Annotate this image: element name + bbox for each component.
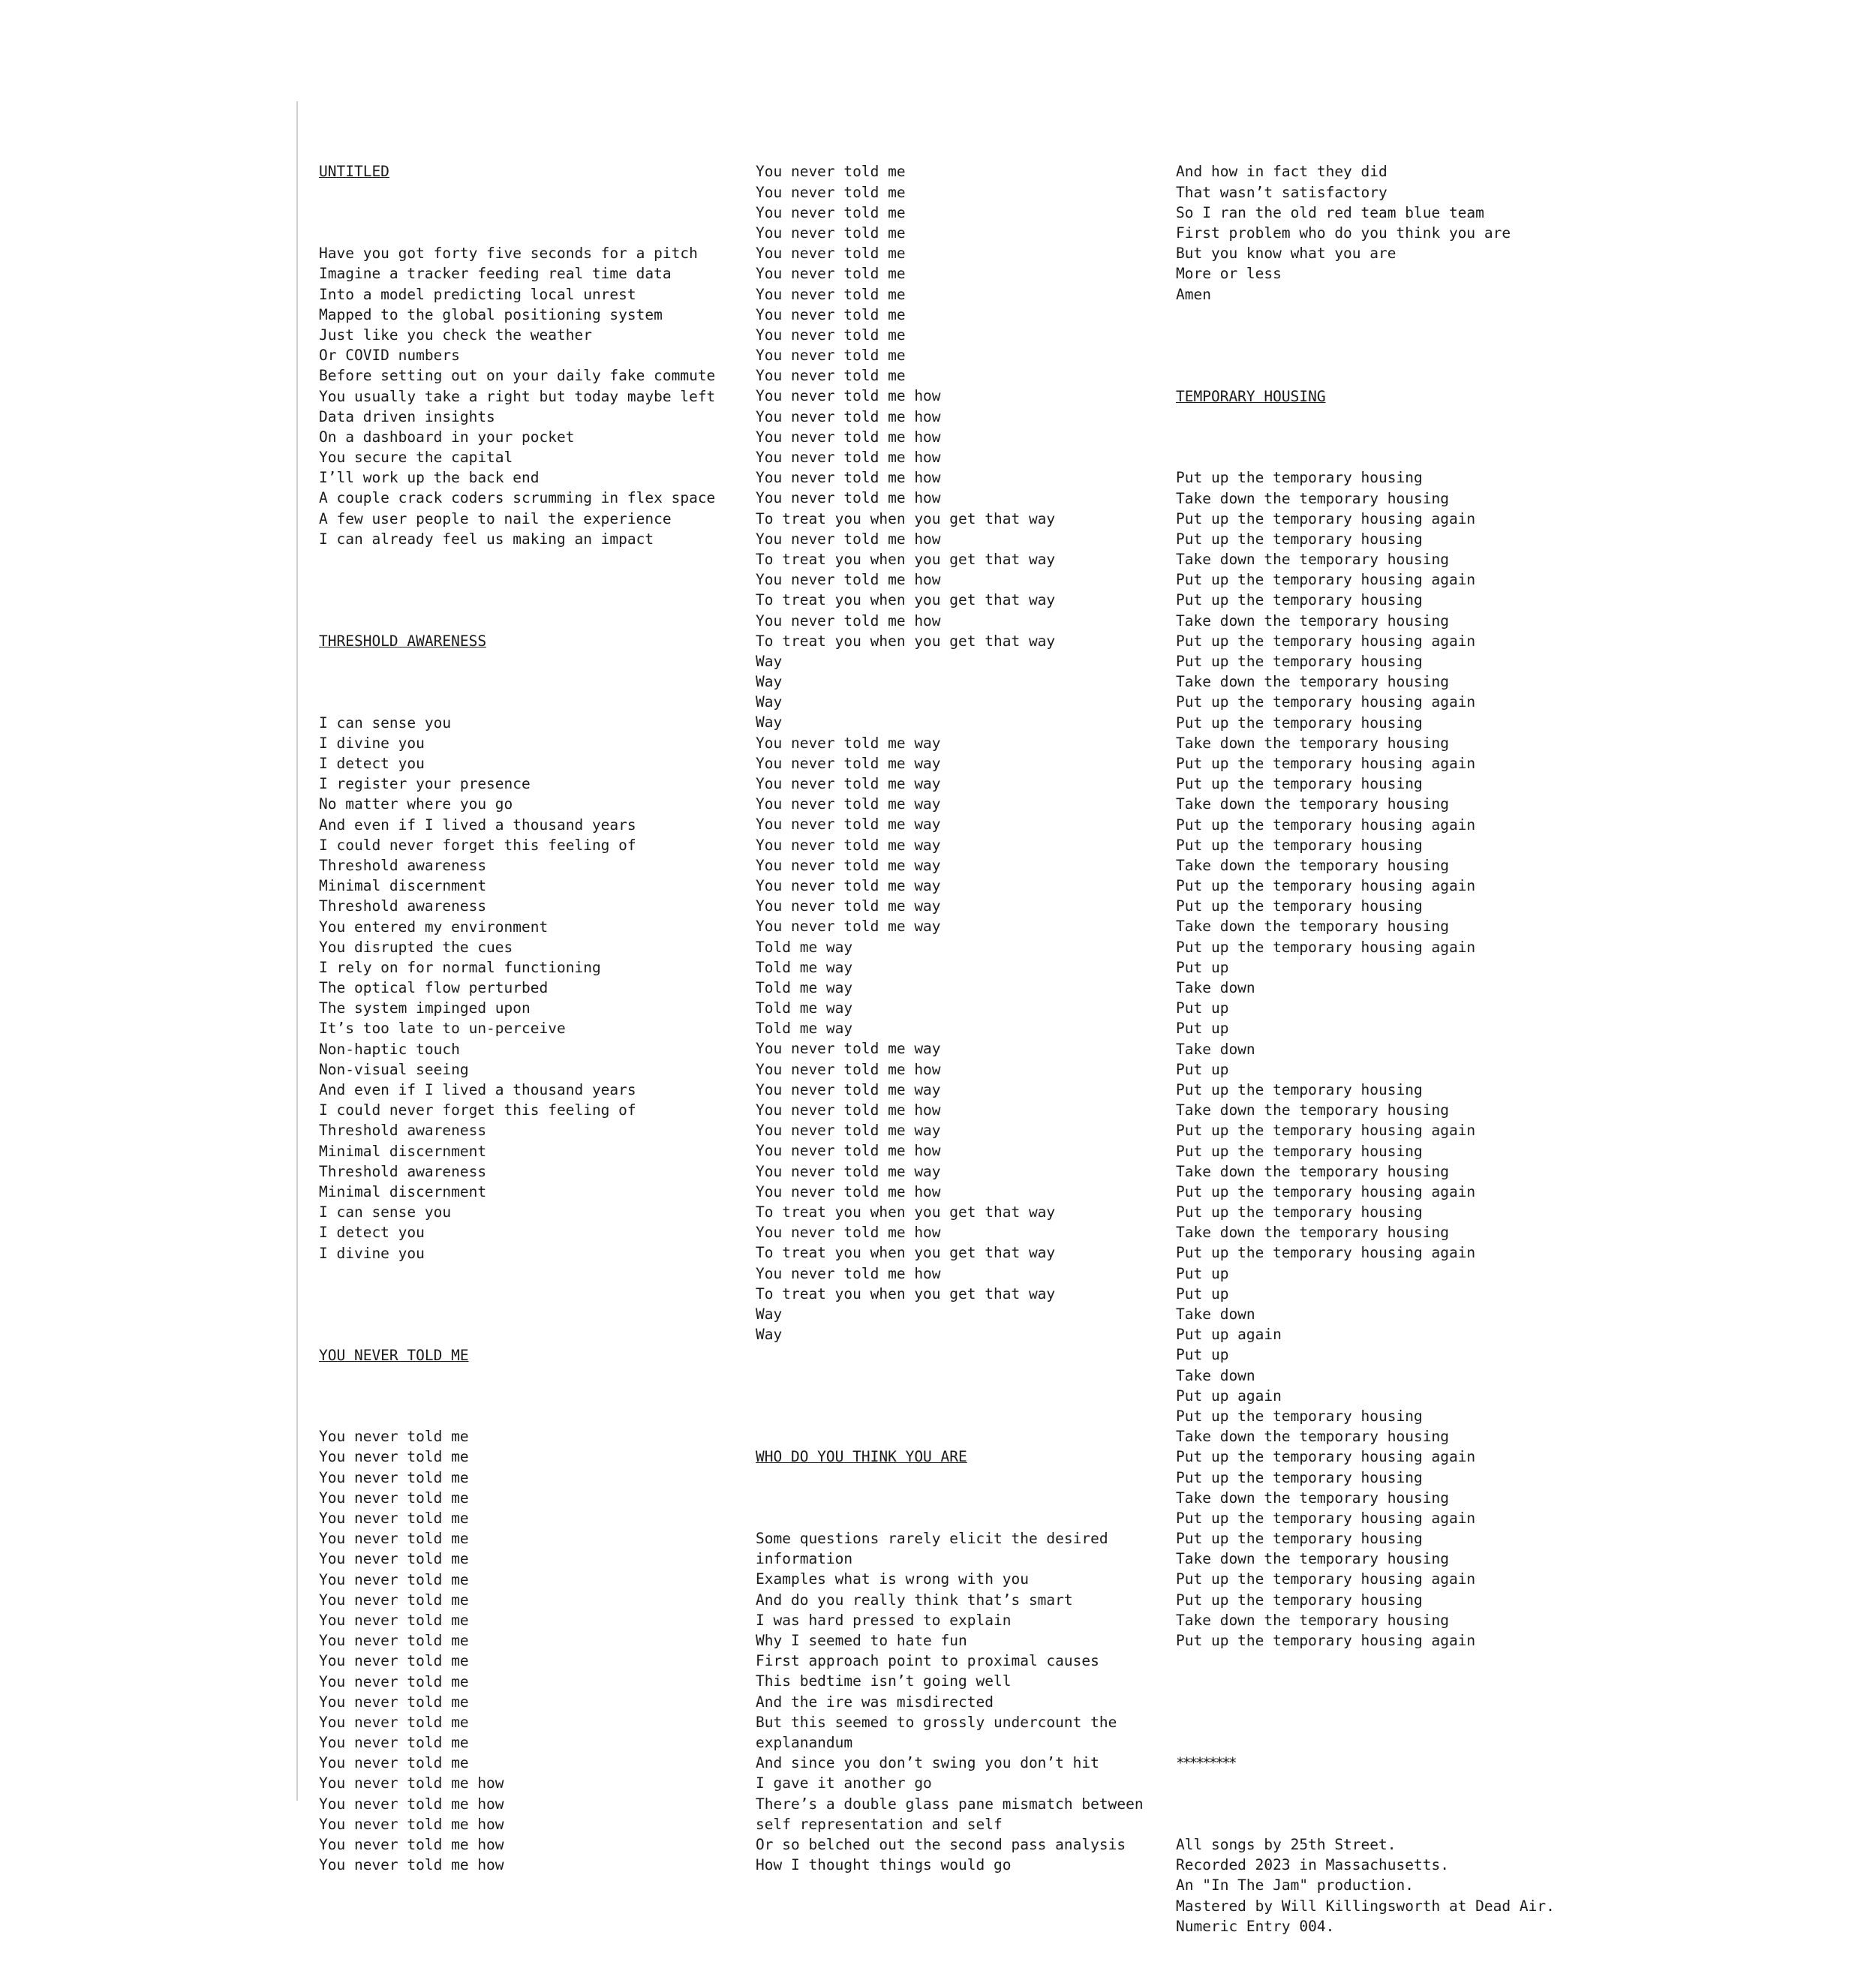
lyric-line: Way [756,714,783,732]
lyric-line: Put up the temporary housing again [1176,1632,1476,1650]
lyric-line: Put up again [1176,1326,1282,1344]
lyric-line: Put up [1176,1060,1229,1078]
lyric-line: You never told me how [756,1224,941,1242]
lyric-line: Take down the temporary housing [1176,1489,1449,1507]
lyric-line: Put up the temporary housing [1176,775,1423,793]
lyric-line: You never told me [319,1570,469,1588]
lyric-line: Data driven insights [319,407,495,425]
lyric-line: Put up the temporary housing [1176,1530,1423,1548]
lyric-line: Into a model predicting local unrest [319,285,636,303]
lyric-line: The optical flow perturbed [319,979,549,997]
lyric-line: You never told me [319,1591,469,1609]
lyric-line: Non-haptic touch [319,1040,460,1058]
lyric-line: Take down [1176,1305,1255,1324]
lyric-line: You never told me how [756,1060,941,1078]
lyrics-who-do-you-think-you-are-end [1176,161,1555,304]
lyric-line: Put up the temporary housing again [1176,1244,1476,1262]
lyric-line: You never told me way [756,775,941,793]
lyric-line: A few user people to nail the experience [319,509,672,527]
lyric-line: The system impinged upon [319,999,531,1017]
lyric-line: A couple crack coders scrumming in flex space [319,489,716,507]
lyrics-threshold-awareness [319,713,715,1263]
lyric-line: Put up [1176,958,1229,976]
lyric-line: You never told me [319,1611,469,1629]
lyric-line: You never told me [756,224,906,242]
lyric-line: Take down [1176,1040,1255,1058]
lyric-line: Take down the temporary housing [1176,551,1449,569]
lyric-line: You never told me how [319,1815,504,1833]
lyric-line: Put up the temporary housing again [1176,632,1476,650]
lyric-line: Told me way [756,938,853,956]
scanned-document [296,101,1604,1935]
lyric-line: Take down the temporary housing [1176,1162,1449,1180]
lyric-line: I divine you [319,734,425,752]
lyric-line: Put up the temporary housing [1176,1203,1423,1221]
lyric-line: Put up the temporary housing [1176,714,1423,732]
lyric-line: Put up [1176,999,1229,1017]
lyric-line: And even if I lived a thousand years [319,816,636,834]
lyric-line: Put up [1176,1346,1229,1364]
lyric-line: You never told me how [756,530,941,548]
lyric-line: Take down the temporary housing [1176,1224,1449,1242]
lyric-line: This bedtime isn’t going well [756,1672,1012,1690]
lyric-line: You never told me way [756,918,941,936]
lyric-line: You never told me way [756,816,941,834]
lyric-line: You never told me [319,1734,469,1752]
lyric-line: Told me way [756,999,853,1017]
lyric-line: I was hard pressed to explain [756,1611,1012,1629]
column-middle [756,121,1144,1916]
lyric-line: Put up [1176,1284,1229,1302]
lyric-line: You never told me [319,1632,469,1650]
lyric-line: You never told me way [756,836,941,854]
column-right [1176,121,1555,1977]
lyric-line: You never told me [319,1428,469,1446]
lyric-line: To treat you when you get that way [756,550,1056,568]
lyric-line: You never told me [756,285,906,303]
lyric-line: You never told me [319,1448,469,1466]
lyric-line: Way [756,693,783,711]
lyric-line: You never told me way [756,1080,941,1098]
lyric-line: You never told me way [756,1122,941,1140]
lyric-line: Take down the temporary housing [1176,1101,1449,1119]
lyric-line: Put up the temporary housing again [1176,877,1476,895]
lyric-line: Mastered by Will Killingsworth at Dead Air. [1176,1897,1555,1915]
lyric-line: You never told me how [756,428,941,446]
lyric-line: You never told me how [319,1795,504,1813]
lyric-line: Before setting out on your daily fake commute [319,367,716,385]
lyric-line: You never told me how [756,611,941,629]
lyric-line: You never told me [319,1530,469,1548]
lyric-line: You never told me how [756,1182,941,1200]
lyric-line: Way [756,673,783,691]
lyric-line: You never told me [319,1713,469,1731]
lyric-line: Put up the temporary housing again [1176,816,1476,834]
lyric-line: Have you got forty five seconds for a pitch [319,245,698,263]
lyric-line: Non-visual seeing [319,1060,469,1078]
lyric-line: Told me way [756,1020,853,1038]
lyric-line: Put up the temporary housing [1176,1407,1423,1425]
lyric-line: Take down the temporary housing [1176,673,1449,691]
lyric-line: self representation and self [756,1815,1003,1833]
lyric-line: You never told me [319,1754,469,1772]
lyric-line: To treat you when you get that way [756,1284,1056,1302]
lyric-line: I rely on for normal functioning [319,958,601,976]
lyric-line: Put up the temporary housing again [1176,509,1476,527]
lyrics-untitled [319,243,715,549]
lyric-line: Put up the temporary housing [1176,897,1423,915]
lyric-line: You never told me way [756,734,941,752]
lyric-line: To treat you when you get that way [756,591,1056,609]
credits [1176,1834,1555,1936]
lyric-line: Take down the temporary housing [1176,611,1449,629]
lyric-line: Take down the temporary housing [1176,1550,1449,1568]
song-title-untitled: UNTITLED [319,163,389,181]
lyric-line: Examples what is wrong with you [756,1570,1029,1588]
lyric-line: Way [756,1326,783,1344]
lyric-line: All songs by 25th Street. [1176,1836,1396,1854]
lyric-line: You disrupted the cues [319,938,513,956]
lyric-line: Put up the temporary housing [1176,1142,1423,1160]
lyric-line: Threshold awareness [319,1122,487,1140]
lyric-line: Take down the temporary housing [1176,1428,1449,1446]
lyric-line: You never told me way [756,1162,941,1180]
lyrics-temporary-housing [1176,467,1555,1651]
lyric-line: To treat you when you get that way [756,1203,1056,1221]
lyric-line: To treat you when you get that way [756,632,1056,650]
lyric-line: Put up [1176,1020,1229,1038]
lyrics-you-never-told-me-continued [756,161,1144,1345]
lyric-line: Put up the temporary housing [1176,1080,1423,1098]
lyric-line: To treat you when you get that way [756,509,1056,527]
lyric-line: You never told me [756,265,906,283]
lyric-line: You never told me how [756,469,941,487]
lyric-line: Put up the temporary housing again [1176,1509,1476,1527]
lyric-line: Take down the temporary housing [1176,918,1449,936]
lyric-line: Put up again [1176,1387,1282,1405]
lyric-line: Minimal discernment [319,1142,487,1160]
lyric-line: Told me way [756,958,853,976]
lyric-line: You never told me how [756,1142,941,1160]
lyric-line: Take down the temporary housing [1176,856,1449,874]
lyric-line: You never told me how [319,1774,504,1792]
lyric-line: You never told me [319,1672,469,1690]
lyric-line: I detect you [319,755,425,772]
lyric-line: You never told me [756,305,906,323]
lyric-line: You never told me [319,1550,469,1568]
lyric-line: And do you really think that’s smart [756,1591,1073,1609]
lyric-line: Amen [1176,285,1211,303]
lyric-line: How I thought things would go [756,1856,1012,1874]
song-title-threshold-awareness: THRESHOLD AWARENESS [319,632,487,650]
lyric-line: information [756,1550,853,1568]
lyric-line: It’s too late to un-perceive [319,1020,566,1038]
lyric-line: You never told me [756,183,906,201]
lyric-line: You secure the capital [319,449,513,467]
lyric-line: More or less [1176,265,1282,283]
lyric-line: Way [756,1305,783,1323]
lyric-line: You never told me [756,245,906,263]
lyric-line: You never told me way [756,795,941,813]
lyric-line: You never told me how [319,1836,504,1854]
lyric-line: Put up the temporary housing [1176,653,1423,671]
lyric-line: You never told me [319,1510,469,1528]
lyric-line: You never told me how [756,449,941,467]
lyric-line: You never told me [756,163,906,181]
lyric-line: You never told me [756,203,906,221]
lyric-line: You never told me way [756,1040,941,1058]
lyric-line: You usually take a right but today maybe left [319,387,716,405]
lyric-line: But this seemed to grossly undercount the [756,1713,1117,1731]
lyric-line: I could never forget this feeling of [319,1101,636,1119]
lyric-line: I detect you [319,1224,425,1242]
song-title-who-do-you-think-you-are: WHO DO YOU THINK YOU ARE [756,1448,967,1466]
lyric-line: Put up the temporary housing [1176,1591,1423,1609]
lyric-line: Told me way [756,978,853,996]
lyric-line: Or so belched out the second pass analysis [756,1835,1126,1853]
lyric-line: An "In The Jam" production. [1176,1876,1414,1894]
lyric-line: Put up the temporary housing again [1176,1182,1476,1200]
lyric-line: On a dashboard in your pocket [319,428,575,446]
lyric-line: Recorded 2023 in Massachusetts. [1176,1856,1449,1874]
lyric-line: Way [756,652,783,670]
lyric-line: Or COVID numbers [319,347,460,365]
lyric-line: Put up the temporary housing again [1176,1570,1476,1588]
lyric-line: You never told me how [319,1856,504,1874]
lyric-line: Put up the temporary housing again [1176,571,1476,589]
lyric-line: You never told me [319,1693,469,1711]
lyric-line: Put up the temporary housing [1176,530,1423,548]
lyric-line: Threshold awareness [319,897,487,915]
lyric-line: Take down the temporary housing [1176,795,1449,813]
lyric-line: Numeric Entry 004. [1176,1917,1335,1935]
lyric-line: Mapped to the global positioning system [319,305,663,323]
lyric-line: And how in fact they did [1176,163,1387,181]
lyric-line: Take down the temporary housing [1176,1611,1449,1629]
lyric-line: You never told me [756,347,906,365]
lyric-line: You never told me how [756,407,941,425]
lyric-line: Put up the temporary housing again [1176,693,1476,711]
lyric-line: Take down the temporary housing [1176,489,1449,507]
lyric-line: Put up the temporary housing [1176,1468,1423,1486]
lyric-line: You never told me how [756,1264,941,1282]
lyric-line: explanandum [756,1733,853,1751]
lyric-line: I gave it another go [756,1774,932,1792]
separator-stars: ********* [1176,1754,1235,1772]
lyric-line: Threshold awareness [319,1162,487,1180]
song-title-you-never-told-me: YOU NEVER TOLD ME [319,1346,469,1364]
lyric-line: You never told me how [756,1101,941,1119]
lyric-line: Minimal discernment [319,1182,487,1200]
lyric-line: Put up the temporary housing again [1176,1448,1476,1466]
lyric-line: First approach point to proximal causes [756,1652,1099,1670]
lyric-line: Put up the temporary housing again [1176,938,1476,956]
lyric-line: Minimal discernment [319,877,487,895]
song-title-temporary-housing: TEMPORARY HOUSING [1176,387,1326,405]
lyric-line: To treat you when you get that way [756,1244,1056,1262]
lyric-line: Some questions rarely elicit the desired [756,1530,1108,1548]
lyric-line: I can sense you [319,1203,452,1221]
lyrics-you-never-told-me [319,1426,715,1875]
lyric-line: You never told me way [756,897,941,915]
lyric-line: You never told me how [756,571,941,589]
lyric-line: Put up the temporary housing [1176,469,1423,487]
lyric-line: I can already feel us making an impact [319,530,654,548]
column-left [319,121,715,1916]
lyric-line: You never told me [319,1489,469,1507]
lyric-line: And since you don’t swing you don’t hit [756,1754,1099,1772]
lyric-line: Put up the temporary housing again [1176,754,1476,772]
lyric-line: You never told me [319,1468,469,1486]
lyric-line: Put up [1176,1264,1229,1282]
lyric-line: First problem who do you think you are [1176,224,1511,242]
lyric-line: And the ire was misdirected [756,1693,994,1711]
lyric-line: I could never forget this feeling of [319,836,636,854]
lyric-line: I can sense you [319,714,452,732]
lyric-line: Take down the temporary housing [1176,734,1449,752]
lyric-line: You entered my environment [319,918,549,936]
lyric-line: Take down [1176,979,1255,997]
lyric-line: You never told me [756,326,906,344]
lyric-line: I divine you [319,1244,425,1262]
lyric-line: You never told me way [756,754,941,772]
lyric-line: No matter where you go [319,795,513,813]
lyric-line: I register your presence [319,775,531,793]
lyric-line: Put up the temporary housing again [1176,1122,1476,1140]
lyric-line: Imagine a tracker feeding real time data [319,265,672,283]
lyrics-who-do-you-think-you-are [756,1528,1144,1875]
lyric-line: Just like you check the weather [319,326,592,344]
lyric-line: You never told me [319,1652,469,1670]
lyric-line: You never told me how [756,489,941,507]
lyric-line: Take down [1176,1366,1255,1384]
lyric-line: There’s a double glass pane mismatch between [756,1795,1144,1813]
lyric-line: I’ll work up the back end [319,469,540,487]
lyric-line: Put up the temporary housing [1176,836,1423,854]
lyric-line: You never told me way [756,876,941,894]
lyric-line: But you know what you are [1176,245,1396,263]
lyric-line: You never told me [756,367,906,385]
lyric-line: Threshold awareness [319,856,487,874]
lyric-line: And even if I lived a thousand years [319,1081,636,1098]
lyric-line: Put up the temporary housing [1176,591,1423,609]
lyric-line: You never told me how [756,387,941,405]
lyric-line: Why I seemed to hate fun [756,1632,967,1650]
lyric-line: So I ran the old red team blue team [1176,203,1484,221]
lyric-line: You never told me way [756,856,941,874]
lyric-line: That wasn’t satisfactory [1176,183,1387,201]
